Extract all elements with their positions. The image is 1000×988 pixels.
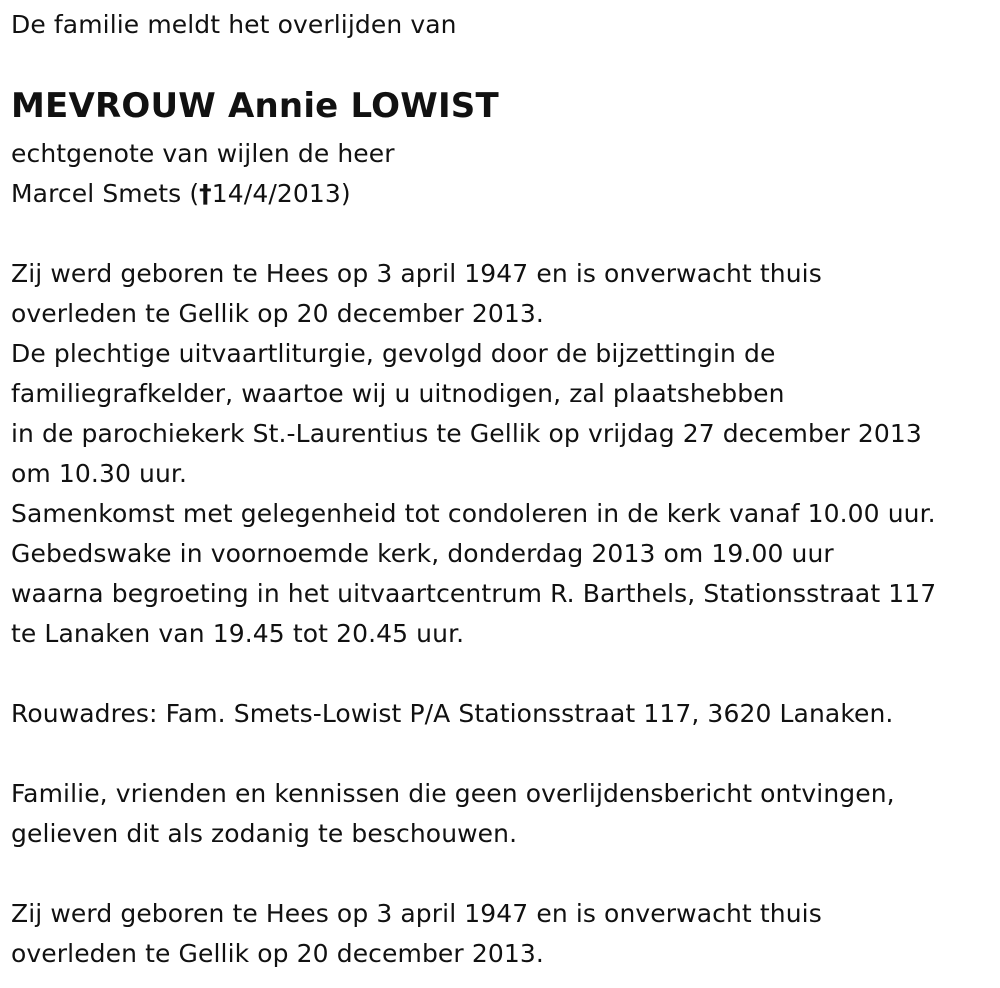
repeated-death-line: overleden te Gellik op 20 december 2013. <box>11 939 544 968</box>
repeated-birth-line: Zij werd geboren te Hees op 3 april 1947 en is onverwacht thuis <box>11 899 822 928</box>
mourning-address: Rouwadres: Fam. Smets-Lowist P/A Stationsstraat 117, 3620 Lanaken. <box>11 699 894 728</box>
body-line: in de parochiekerk St.-Laurentius te Gellik op vrijdag 27 december 2013 <box>11 419 922 448</box>
cross-icon: † <box>199 179 212 208</box>
spouse-death-date: 14/4/2013) <box>211 179 351 208</box>
body-line: Samenkomst met gelegenheid tot condoleren in de kerk vanaf 10.00 uur. <box>11 499 936 528</box>
body-line: te Lanaken van 19.45 tot 20.45 uur. <box>11 619 465 648</box>
body-line: waarna begroeting in het uitvaartcentrum R. Barthels, Stationsstraat 117 <box>11 579 937 608</box>
body-line: Gebedswake in voornoemde kerk, donderdag 2013 om 19.00 uur <box>11 539 834 568</box>
deceased-name: MEVROUW Annie LOWIST <box>11 86 499 126</box>
intro-text: De familie meldt het overlijden van <box>11 10 457 39</box>
body-line: Zij werd geboren te Hees op 3 april 1947 en is onverwacht thuis <box>11 259 822 288</box>
death-notice <box>11 0 996 988</box>
spouse-line: echtgenote van wijlen de heer <box>11 139 395 168</box>
body-line: overleden te Gellik op 20 december 2013. <box>11 299 544 328</box>
family-note-line: gelieven dit als zodanig te beschouwen. <box>11 819 518 848</box>
body-line: De plechtige uitvaartliturgie, gevolgd door de bijzettingin de <box>11 339 776 368</box>
body-line: familiegrafkelder, waartoe wij u uitnodigen, zal plaatshebben <box>11 379 785 408</box>
family-note-line: Familie, vrienden en kennissen die geen overlijdensbericht ontvingen, <box>11 779 895 808</box>
body-line: om 10.30 uur. <box>11 459 188 488</box>
spouse-name-line <box>11 174 351 214</box>
spouse-name: Marcel Smets ( <box>11 179 200 208</box>
